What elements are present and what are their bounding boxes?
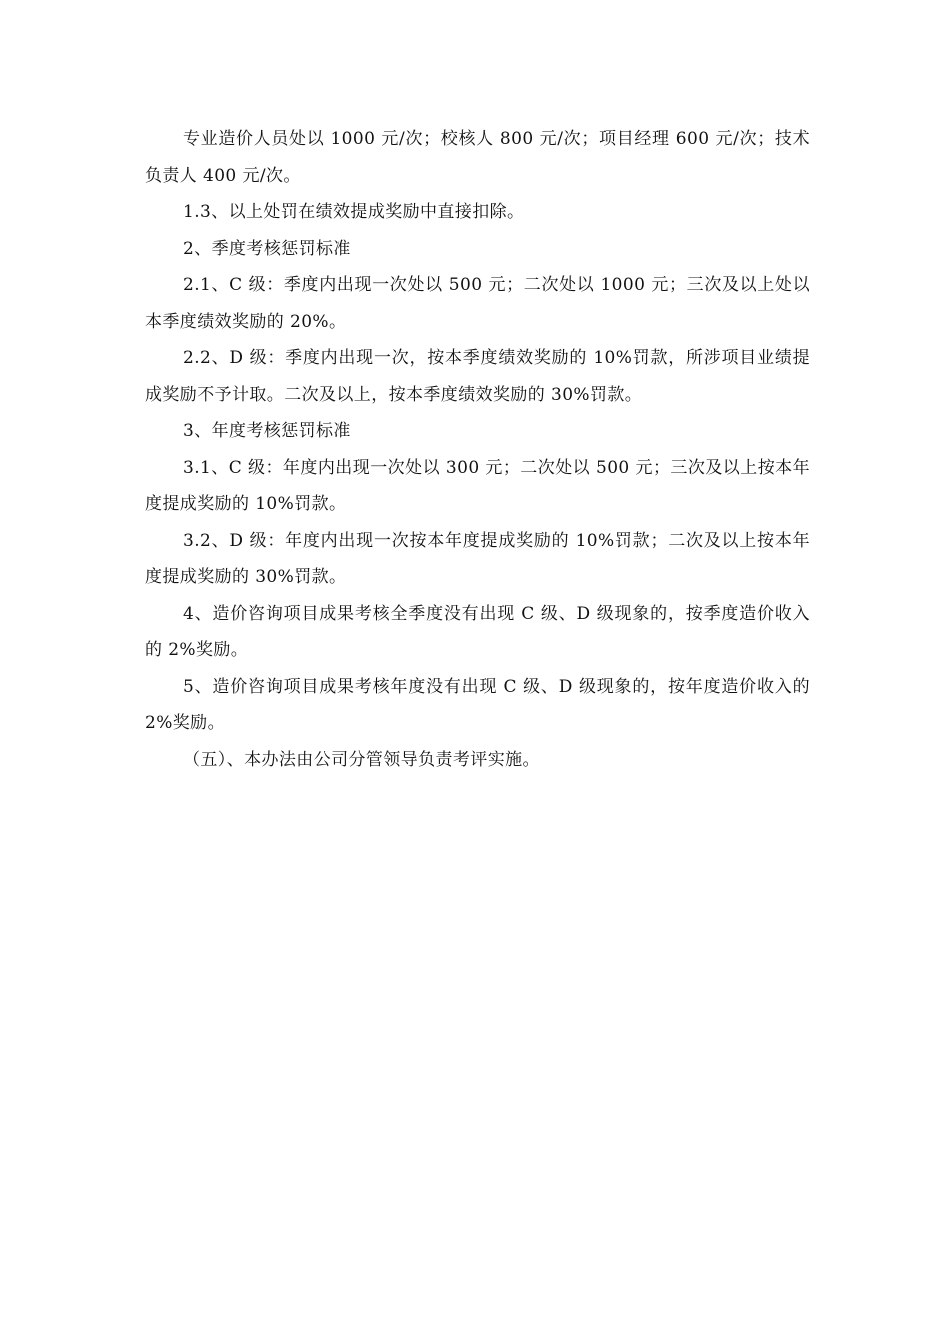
- paragraph-2-2: 2.2、D 级：季度内出现一次，按本季度绩效奖励的 10%罚款，所涉项目业绩提成奖励不予计取。二次及以上，按本季度绩效奖励的 30%罚款。: [145, 348, 810, 405]
- paragraph-4-quarterly-reward: 4、造价咨询项目成果考核全季度没有出现 C 级、D 级现象的，按季度造价收入的 2%奖励。: [145, 603, 810, 660]
- paragraph-1-3: 1.3、以上处罚在绩效提成奖励中直接扣除。: [183, 202, 525, 222]
- heading-quarterly-penalty: 2、季度考核惩罚标准: [183, 238, 351, 259]
- paragraph-2-1: 2.1、C 级：季度内出现一次处以 500 元；二次处以 1000 元；三次及以上处以本季度绩效奖励的 20%。: [145, 275, 810, 332]
- paragraph-3-1: 3.1、C 级：年度内出现一次处以 300 元；二次处以 500 元；三次及以上按本年度提成奖励的 10%罚款。: [145, 457, 810, 514]
- document-body: [145, 121, 810, 778]
- paragraph-section-5-implementation: （五）、本办法由公司分管领导负责考评实施。: [183, 749, 540, 770]
- heading-annual-penalty: 3、年度考核惩罚标准: [183, 421, 351, 441]
- paragraph-penalty-amounts: 专业造价人员处以 1000 元/次；校核人 800 元/次；项目经理 600 元/次；技术负责人 400 元/次。: [145, 129, 810, 186]
- paragraph-5-annual-reward: 5、造价咨询项目成果考核年度没有出现 C 级、D 级现象的，按年度造价收入的 2%奖励。: [145, 676, 810, 733]
- paragraph-3-2: 3.2、D 级：年度内出现一次按本年度提成奖励的 10%罚款；二次及以上按本年度提成奖励的 30%罚款。: [145, 530, 810, 587]
